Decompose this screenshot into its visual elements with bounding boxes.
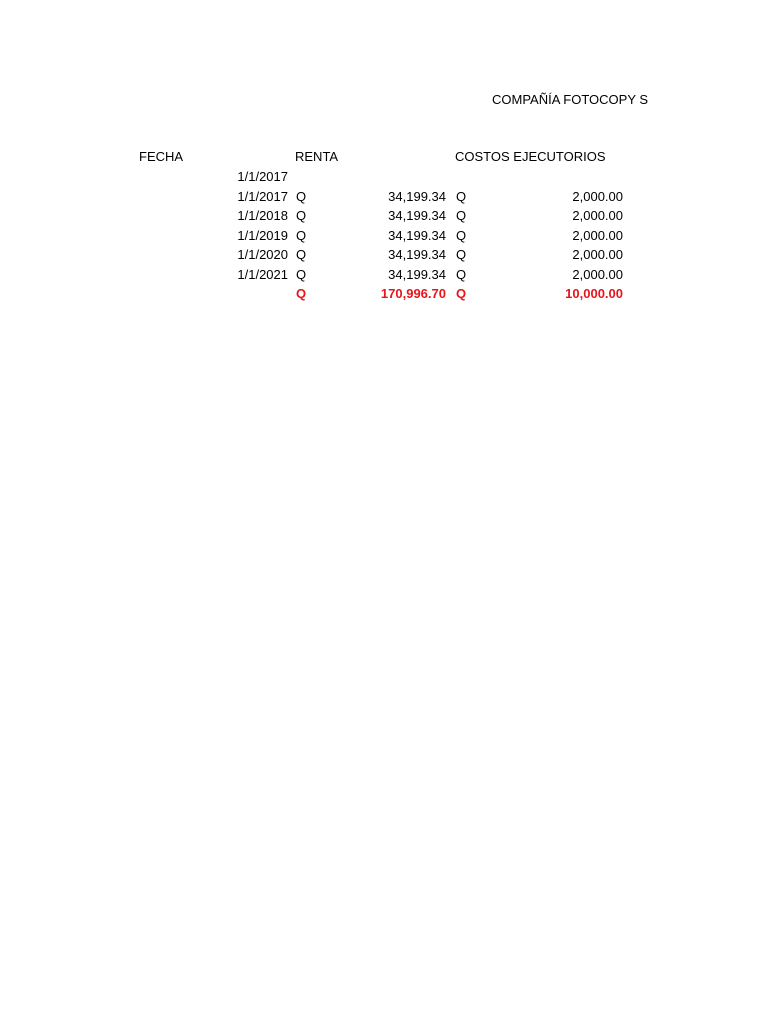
total-renta: 170,996.70: [380, 286, 446, 301]
renta-cell: 34,199.34: [388, 208, 446, 223]
costos-cell: 2,000.00: [572, 227, 623, 243]
renta-cell: 34,199.34: [388, 227, 446, 243]
date-cell: 1/1/2017: [237, 188, 288, 204]
header-fecha: FECHA: [139, 149, 184, 164]
data-table: [0, 167, 768, 304]
date-cell: 1/1/2021: [237, 266, 288, 282]
total-currency-costos: Q: [456, 286, 467, 301]
table-row: [0, 206, 768, 226]
table-row: [0, 226, 768, 246]
currency-renta-cell: Q: [296, 227, 307, 243]
currency-renta-cell: Q: [296, 208, 307, 223]
currency-renta-cell: Q: [296, 247, 307, 262]
table-row: [0, 187, 768, 207]
total-row: [0, 284, 768, 304]
table-row: [0, 245, 768, 265]
table-row: [0, 167, 768, 187]
currency-costos-cell: Q: [456, 247, 467, 262]
costos-cell: 2,000.00: [572, 266, 623, 282]
currency-renta-cell: Q: [296, 188, 307, 204]
costos-cell: 2,000.00: [572, 188, 623, 204]
date-cell: 1/1/2019: [237, 227, 288, 243]
total-costos: 10,000.00: [565, 286, 623, 301]
currency-costos-cell: Q: [456, 266, 467, 282]
currency-costos-cell: Q: [456, 208, 467, 223]
currency-costos-cell: Q: [456, 188, 467, 204]
renta-cell: 34,199.34: [388, 188, 446, 204]
date-cell: 1/1/2020: [237, 247, 288, 262]
costos-cell: 2,000.00: [572, 208, 623, 223]
company-title: COMPAÑÍA FOTOCOPY S: [492, 92, 649, 107]
header-renta: RENTA: [295, 149, 339, 164]
renta-cell: 34,199.34: [388, 247, 446, 262]
renta-cell: 34,199.34: [388, 266, 446, 282]
currency-renta-cell: Q: [296, 266, 307, 282]
currency-costos-cell: Q: [456, 227, 467, 243]
total-currency-renta: Q: [296, 286, 307, 301]
header-costos: COSTOS EJECUTORIOS: [455, 149, 606, 164]
costos-cell: 2,000.00: [572, 247, 623, 262]
table-row: [0, 265, 768, 285]
date-cell: 1/1/2017: [237, 169, 288, 184]
date-cell: 1/1/2018: [237, 208, 288, 223]
